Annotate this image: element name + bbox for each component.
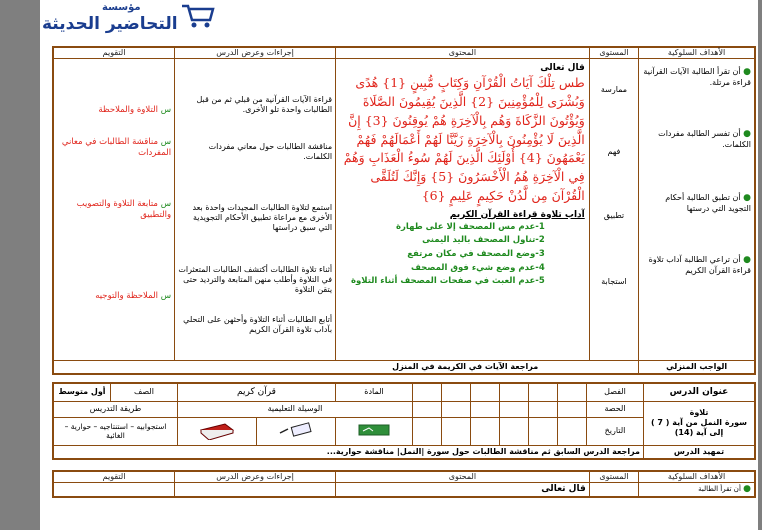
procedure-text: مناقشة الطالبات حول معاني مفردات الكلمات. (208, 142, 333, 161)
header-procedures: إجراءات وعرض الدرس (175, 47, 336, 59)
bullet-icon: ● (743, 193, 751, 203)
lesson-title-label: عنوان الدرس (644, 383, 756, 401)
header-goals: الأهداف السلوكية (639, 47, 755, 59)
etiquette-list (340, 221, 585, 289)
list-item: 1-عدم مس المصحف إلا على طهارة (396, 221, 545, 232)
list-item: 3-وضع المصحف في مكان مرتفع (407, 248, 545, 259)
intro-text: مراجعة الدرس السابق ثم مناقشة الطالبات حول سورة |النمل| مناقشة حوارية... (53, 445, 644, 459)
lesson-table-1 (52, 46, 756, 375)
intro-label: تمهيد الدرس (644, 445, 756, 459)
lesson-table-2 (52, 470, 756, 498)
board-icon (357, 422, 391, 438)
evaluation-cell: س التلاوة والملاحظة س مناقشة الطالبات في معاني المفردات س متابعة التلاوة والتصويب والتطبيق س الملاحظة والتوجيه (53, 59, 175, 361)
level-text: ممارسة (600, 85, 628, 94)
goal-text: أن تقرأ الطالبة (698, 485, 741, 493)
surah-title: قال تعالى (336, 483, 590, 498)
header-procedures: إجراءات وعرض الدرس (175, 471, 336, 483)
goal-text: أن تفسر الطالبة مفردات الكلمات. (658, 129, 751, 150)
quran-verses: طس تِلْكَ آيَاتُ الْقُرْآنِ وَكِتَابٍ مُّبِينٍ {1} هُدًى وَبُشْرَى لِلْمُؤْمِنِينَ {2} الَّذِينَ يُقِيمُونَ الصَّلَاةَ وَيُؤْتُونَ الزَّكَاةَ وَهُم بِالْآخِرَةِ هُمْ يُوقِنُونَ {3} إِنَّ الَّذِينَ لَا يُؤْمِنُونَ بِالْآخِرَةِ زَيَّنَّا لَهُمْ أَعْمَالَهُمْ فَهُمْ يَعْمَهُونَ {4} أُوْلَئِكَ الَّذِينَ لَهُمْ سُوءُ الْعَذَابِ وَهُمْ فِي الْآخِرَةِ هُمُ الْأَخْسَرُونَ {5} وَإِنَّكَ لَتُلَقَّى الْقُرْآنَ مِن لَّدُنْ حَكِيمٍ عَلِيمٍ {6} (343, 75, 585, 203)
lesson-info-table (52, 382, 756, 460)
method-label: طريقة التدريس (53, 401, 178, 417)
homework-label: الواجب المنزلي (639, 361, 755, 375)
logo-top-text: مؤسسة (102, 2, 141, 13)
procedure-text: استمع لتلاوة الطالبات المجيدات واحدة بعد الأخرى مع مراعاة تطبيق الأحكام التجويدية التي سبق دراستها (192, 203, 333, 232)
level-text: فهم (607, 147, 621, 156)
period-label: الحصة (587, 401, 644, 417)
etiquette-title: آداب تلاوة قراءة القرآن الكريم (449, 209, 585, 220)
list-item: 2-تناول المصحف باليد اليمنى (422, 235, 545, 246)
level-text: تطبيق (603, 211, 625, 220)
header-content: المحتوى (336, 471, 590, 483)
date-label: التاريخ (587, 417, 644, 445)
cart-icon (180, 0, 216, 30)
bullet-icon: ● (743, 484, 751, 494)
grade-value: أول متوسط (53, 383, 111, 401)
procedure-text: أثناء تلاوة الطالبات أكتشف الطالبات المتعثرات في التلاوة وأطلب منهن المتابعة والترديد حتى يتقن التلاوة (178, 265, 333, 294)
eraser-icon (276, 421, 316, 439)
aids-label: الوسيلة التعليمية (178, 401, 413, 417)
logo-main-text: التحاضير الحديثة (42, 14, 178, 34)
bullet-icon: ● (743, 129, 751, 139)
header-evaluation: التقويم (53, 47, 175, 59)
subject-value: قرآن كريم (178, 383, 336, 401)
aid-eraser (257, 417, 336, 445)
table-row (53, 59, 755, 361)
lesson-plan-page (40, 0, 758, 530)
header-level: المستوى (589, 47, 638, 59)
evaluation-text: الملاحظة والتوجيه (95, 291, 158, 301)
header-content: المحتوى (336, 47, 590, 59)
table1-header-row (53, 47, 755, 59)
homework-row (53, 361, 755, 375)
procedure-text: قراءة الآيات القرآنية من قبلي ثم من قبل الطالبات واحدة تلو الأخرى. (196, 95, 333, 114)
evaluation-text: مناقشة الطالبات في معاني المفردات (61, 137, 172, 158)
bullet-icon: ● (743, 67, 751, 77)
header-level: المستوى (589, 471, 638, 483)
lesson-title: تلاوة سورة النمل من آية ( 7 ) إلى آية (14) (644, 401, 756, 445)
content-cell (336, 59, 590, 361)
table3-header-row (53, 471, 755, 483)
homework-text: مراجعة الآيات في الكريمة في المنزل (53, 361, 639, 375)
list-item: 5-عدم العبث في صفحات المصحف أثناء التلاوة (351, 276, 545, 287)
goal-text: أن تطبق الطالبة أحكام التجويد التي درستها (665, 193, 751, 214)
goal-text: أن تراعي الطالبة آداب تلاوة قراءة القرآن الكريم (648, 255, 751, 276)
goals-cell (639, 59, 755, 361)
aid-board (336, 417, 413, 445)
logo (40, 0, 218, 42)
procedure-text: أتابع الطالبات أثناء التلاوة وأحثهن على التحلي بآداب تلاوة القرآن الكريم (183, 315, 333, 334)
evaluation-text: متابعة التلاوة والتصويب والتطبيق (76, 199, 172, 220)
class-label: الفصل (587, 383, 644, 401)
header-evaluation: التقويم (53, 471, 175, 483)
evaluation-text: التلاوة والملاحظة (98, 105, 158, 115)
header-goals: الأهداف السلوكية (639, 471, 755, 483)
procedures-cell (175, 59, 336, 361)
list-item: 4-عدم وضع شيء فوق المصحف (410, 262, 545, 273)
method-value: استجوابيه – استنتاجيه – حوارية – الغائية (53, 417, 178, 445)
subject-label: المادة (336, 383, 413, 401)
level-text: استجابة (601, 277, 627, 286)
table-row (53, 483, 755, 498)
levels-cell (589, 59, 638, 361)
aid-book (178, 417, 257, 445)
surah-title: قال تعالى (540, 63, 585, 73)
goal-text: أن تقرأ الطالبة الآيات القرآنية قراءة مرتلة. (643, 67, 751, 88)
bullet-icon: ● (743, 255, 751, 265)
book-icon (197, 420, 237, 440)
grade-label: الصف (111, 383, 178, 401)
